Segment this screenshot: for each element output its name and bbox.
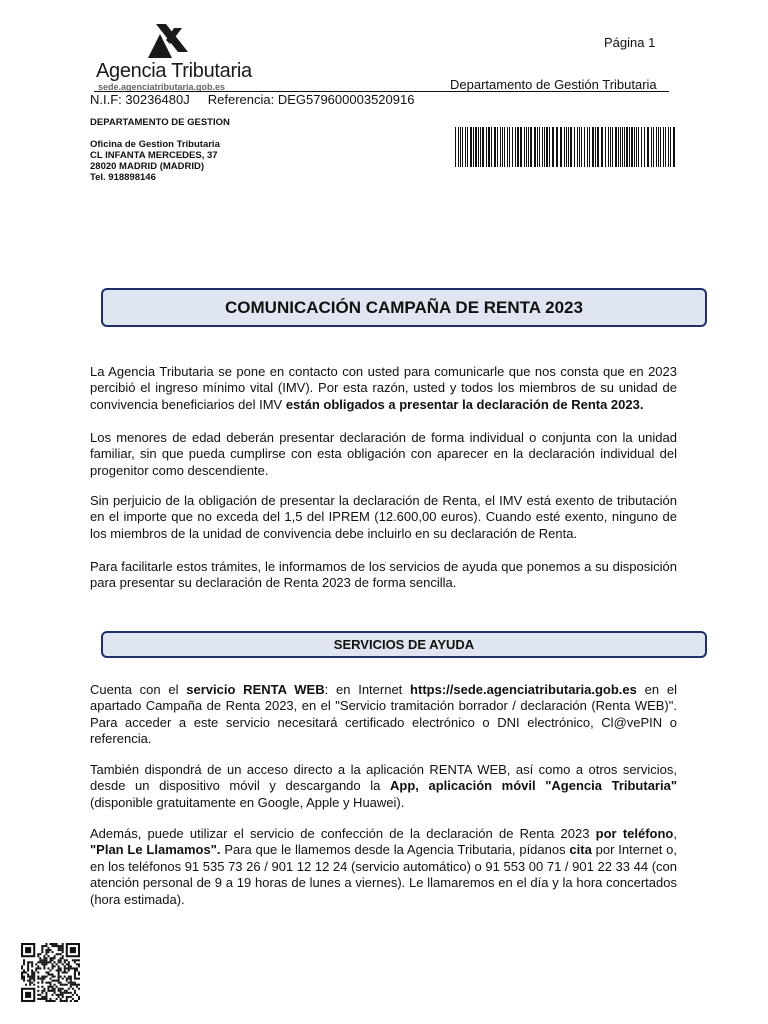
services-title: SERVICIOS DE AYUDA (333, 637, 475, 652)
sender-street: CL INFANTA MERCEDES, 37 (90, 150, 218, 161)
services-banner (101, 631, 707, 658)
logo-url: sede.agenciatributaria.gob.es (98, 82, 226, 92)
logo-title: Agencia Tributaria (96, 60, 252, 82)
service-paragraph-phone: Además, puede utilizar el servicio de confección de la declaración de Renta 2023 por teléfono, "Plan Le Llamamos". Para que le llamemos desde la Agencia Tributaria, pídanos cita por Internet o, en los teléfonos 91 535 73 26 / 901 12 12 24 (servicio automático) o 91 553 00 71 / 901 22 33 44 (con atención personal de 9 a 19 horas de lunes a viernes). Le llamaremos en el día y la hora concertados (hora estimada). (90, 826, 677, 907)
sender-department: DEPARTAMENTO DE GESTION (90, 117, 230, 128)
page-number: Página 1 (604, 35, 656, 50)
sender-address (90, 117, 230, 183)
obligation-text: están obligados a presentar la declaración de Renta 2023. (285, 396, 644, 412)
intro-paragraph-4: Para facilitarle estos trámites, le informamos de los servicios de ayuda que ponemos a su disposición para presentar su declaración de Renta 2023 de forma sencilla. (90, 559, 677, 591)
reference-value: Referencia: DEG579600003520916 (207, 92, 415, 107)
agencia-tributaria-logo (94, 22, 250, 94)
intro-paragraph-1: La Agencia Tributaria se pone en contacto con usted para comunicarle que nos consta que en 2023 percibió el ingreso mínimo vital (IMV). Por esta razón, usted y todos los miembros de su unidad de convivencia beneficiarios del IMV están obligados a presentar la declaración de Renta 2023. (90, 364, 677, 412)
logo-mark-icon (146, 22, 190, 58)
nif-value: N.I.F: 30236480J (90, 92, 190, 107)
department-header: Departamento de Gestión Tributaria (450, 77, 657, 92)
sede-link[interactable]: https://sede.agenciatributaria.gob.es (410, 682, 637, 697)
intro-paragraph-3: Sin perjuicio de la obligación de presentar la declaración de Renta, el IMV está exento de tributación en el importe que no exceda del 1,5 del IPREM (12.600,00 euros). Cuando esté exento, ninguno de los miembros de la unidad de convivencia debe incluirlo en su declaración de Renta. (90, 493, 677, 541)
reference-line (90, 92, 414, 107)
sender-city: 28020 MADRID (MADRID) (90, 161, 205, 172)
sender-office: Oficina de Gestion Tributaria (90, 139, 220, 150)
intro-paragraph-2: Los menores de edad deberán presentar declaración de forma individual o conjunta con la unidad familiar, sin que pueda cumplirse con esta obligación con aparecer en la declaración individual del progenitor como descendiente. (90, 430, 677, 478)
service-paragraph-renta-web: Cuenta con el servicio RENTA WEB: en Internet https://sede.agenciatributaria.gob.es en el apartado Campaña de Renta 2023, en el "Servicio tramitación borrador / declaración (Renta WEB)". Para acceder a este servicio necesitará certificado electrónico o DNI electrónico, Cl@vePIN o referencia. (90, 682, 677, 747)
service-paragraph-app: También dispondrá de un acceso directo a la aplicación RENTA WEB, así como a otros servicios, desde un dispositivo móvil y descargando la App, aplicación móvil "Agencia Tributaria" (disponible gratuitamente en Google, Apple y Huawei). (90, 762, 678, 810)
barcode (455, 127, 677, 167)
document-title: COMUNICACIÓN CAMPAÑA DE RENTA 2023 (225, 298, 583, 317)
qr-code (21, 943, 80, 1002)
sender-phone: Tel. 918898146 (90, 172, 156, 183)
title-banner (101, 288, 707, 327)
